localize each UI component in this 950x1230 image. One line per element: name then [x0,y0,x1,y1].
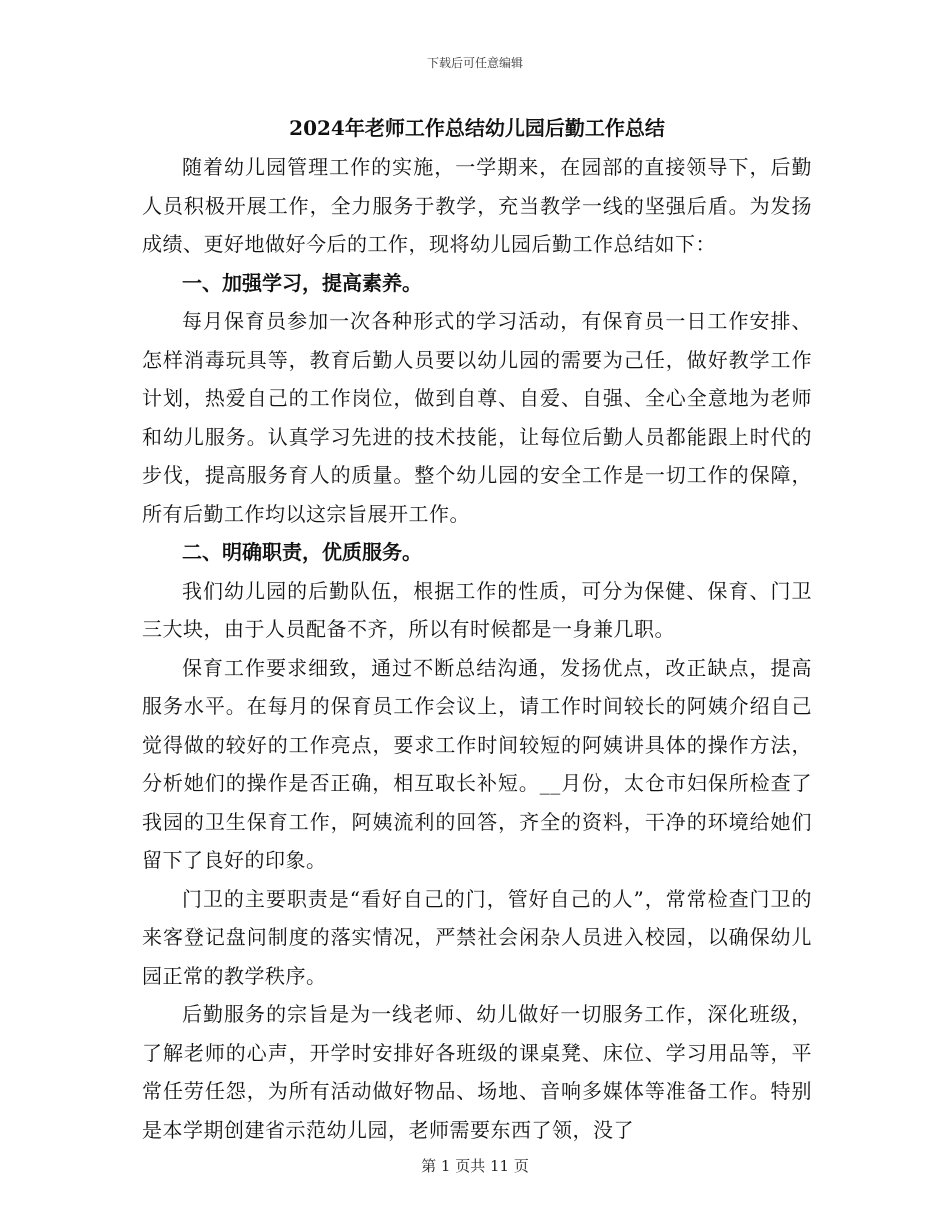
paragraph-team: 我们幼儿园的后勤队伍，根据工作的性质，可分为保健、保育、门卫三大块，由于人员配备不齐，所以有时候都是一身兼几职。 [142,578,812,641]
paragraph-study: 每月保育员参加一次各种形式的学习活动，有保育员一日工作安排、怎样消毒玩具等，教育后勤人员要以幼儿园的需要为己任，做好教学工作计划，热爱自己的工作岗位，做到自尊、自爱、自强、全心全意地为老师和幼儿服务。认真学习先进的技术技能，让每位后勤人员都能跟上时代的步伐，提高服务育人的质量。整个幼儿园的安全工作是一切工作的保障，所有后勤工作均以这宗旨展开工作。 [142,309,812,526]
document-title: 2024年老师工作总结幼儿园后勤工作总结 [289,116,665,140]
document-body [142,112,812,1149]
section-heading-1: 一、加强学习，提高素养。 [182,270,422,295]
page-header-note: 下载后可任意编辑 [426,56,523,70]
paragraph-service: 后勤服务的宗旨是为一线老师、幼儿做好一切服务工作，深化班级，了解老师的心声，开学时安排好各班级的课桌凳、床位、学习用品等，平常任劳任怨，为所有活动做好物品、场地、音响多媒体等准备工作。特别是本学期创建省示范幼儿园，老师需要东西了领，没了 [142,1002,812,1142]
paragraph-intro: 随着幼儿园管理工作的实施，一学期来，在园部的直接领导下，后勤人员积极开展工作，全力服务于教学，充当教学一线的坚强后盾。为发扬成绩、更好地做好今后的工作，现将幼儿园后勤工作总结如下： [142,155,812,256]
paragraph-nursing: 保育工作要求细致，通过不断总结沟通，发扬优点，改正缺点，提高服务水平。在每月的保育员工作会议上，请工作时间较长的阿姨介绍自己觉得做的较好的工作亮点，要求工作时间较短的阿姨讲具体的操作方法，分析她们的操作是否正确，相互取长补短。__月份，太仓市妇保所检查了我园的卫生保育工作，阿姨流利的回答，齐全的资料，干净的环境给她们留下了良好的印象。 [142,655,812,872]
page-number: 第 1 页共 11 页 [421,1157,529,1175]
paragraph-gatekeeper: 门卫的主要职责是“看好自己的门，管好自己的人”，常常检查门卫的来客登记盘问制度的落实情况，严禁社会闲杂人员进入校园，以确保幼儿园正常的教学秩序。 [142,886,812,988]
section-heading-2: 二、明确职责，优质服务。 [182,540,422,564]
